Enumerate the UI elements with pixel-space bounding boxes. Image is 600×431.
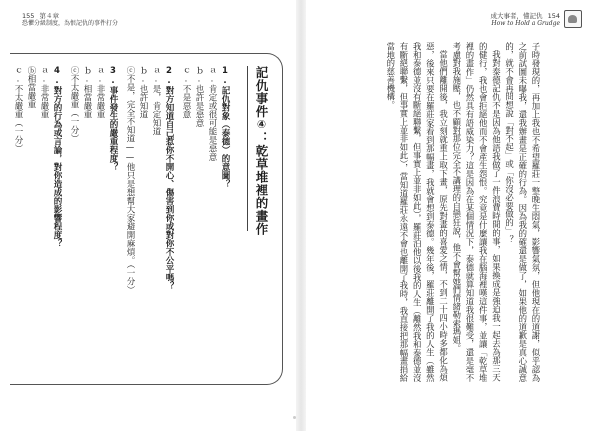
body-paragraph-2: 我對泰德記仇不是因為他語我做了一件浪費時間的事，如果換成是強迫我一起去為那三天的健行，我也會拒絕他而不會產生怨恨。究竟是什麼讓我在腦海裡嘆這件事，並讓「乾草堆裡的畫作」仍然具有語威染力？這是因為在某個情況下，泰德就算知道我很難受，還是毫不考慮對我施壓，也不顧對那位完全不講理的自戀狂說，他不會幫她們情緒勒索瑪姐。 <box>451 42 502 382</box>
left-page-number: 155 <box>22 12 35 20</box>
left-page-header <box>22 12 118 28</box>
question-2: 2.對方知道自己惹你不開心、傷害到你或對你不公平嗎？ ａ.是，肯定知道 ｂ.也許知道 ⓒ不是，完全不知道——他只是想幫大家避開麻煩。（一分） <box>125 66 174 295</box>
question-2-option-a: ａ.是，肯定知道 <box>151 66 161 136</box>
right-header-english: How to Hold a Grudge <box>491 20 560 27</box>
question-2-option-c: ⓒ不是，完全不知道——他只是想幫大家避開麻煩。（一分） <box>125 66 135 295</box>
question-4-option-c: ｃ.不太嚴重（一分） <box>13 66 23 153</box>
right-page-header <box>491 12 561 28</box>
grudge-case-box <box>10 53 283 385</box>
book-logo-icon <box>564 10 582 28</box>
question-1: 1.記仇對象（泰德）的意圖？ ａ.肯定或很可能是惡意 ｂ.也許是惡意 ｃ.不是惡意 <box>181 66 230 188</box>
left-chapter-subtitle: 恐懼分級制度，為恨記仇的事件打分 <box>22 20 119 27</box>
body-paragraph-3: 當他們離開後，我立刻就重上取下畫，原先對畫的喜愛之情，不到二十四小時多都化為煩惡，後來只要在羅莊家看到那幅畫，我就會想到泰德。幾年後，羅莊離開了我的人生（雖然我和泰德並沒有斷絕聯繫，但事實上並非如此），羅莊泊他以後我的人生（離然我和泰德並沒有斷絕聯繫，但事實上並非如此），當知道羅莊永遠不會也離開了我時，我直接把那幅畫捐給當地的慈善機構。 <box>385 42 449 382</box>
right-page-body <box>384 42 542 382</box>
question-3-option-c: ⓒ不太嚴重（一分） <box>69 66 79 143</box>
box-title-rule <box>247 66 248 231</box>
question-3: 3.事件發生的嚴重程度？ ａ.非常嚴重 ｂ.相當嚴重 ⓒ不太嚴重（一分） <box>69 66 118 171</box>
right-header-title: 成大事者，懂記仇 <box>490 12 543 20</box>
page-gutter <box>296 0 306 431</box>
right-page-number: 154 <box>547 12 560 20</box>
body-paragraph-1: 子時發現的，再加上我也不希望羅莊一整晚生悶氣，影響氣氛，但他現在的道謝，似乎認為之前試圖未曝我，還我辦畫是正確的行為。因為我的確還是做了，如果他的道歉是真心誠意的，就不會再問想說「對不起」或「你沒必要做的」？ <box>504 42 541 382</box>
question-2-option-b: ｂ.也許知道 <box>138 66 148 119</box>
footer-mark <box>293 416 296 419</box>
question-1-option-b: ｂ.也許是惡意 <box>194 66 204 127</box>
box-title: 記仇事件④：乾草堆裡的畫作 <box>254 66 269 236</box>
question-4: 4.對方的行為或言論，對你造成的影響程度？ ａ.非常嚴重 ⓑ相當嚴重 ｃ.不太嚴重（一分） <box>13 66 62 248</box>
question-4-option-b: ⓑ相當嚴重 <box>26 66 36 109</box>
question-3-option-b: ｂ.相當嚴重 <box>82 66 92 119</box>
question-3-option-a: ａ.非常嚴重 <box>95 66 105 119</box>
question-1-option-c: ｃ.不是惡意 <box>181 66 191 119</box>
question-1-option-a: ａ.肯定或很可能是惡意 <box>207 66 217 161</box>
box-title-number: ④ <box>255 118 268 132</box>
question-4-option-a: ａ.非常嚴重 <box>39 66 49 119</box>
left-chapter-label: 第４章 <box>39 12 59 20</box>
